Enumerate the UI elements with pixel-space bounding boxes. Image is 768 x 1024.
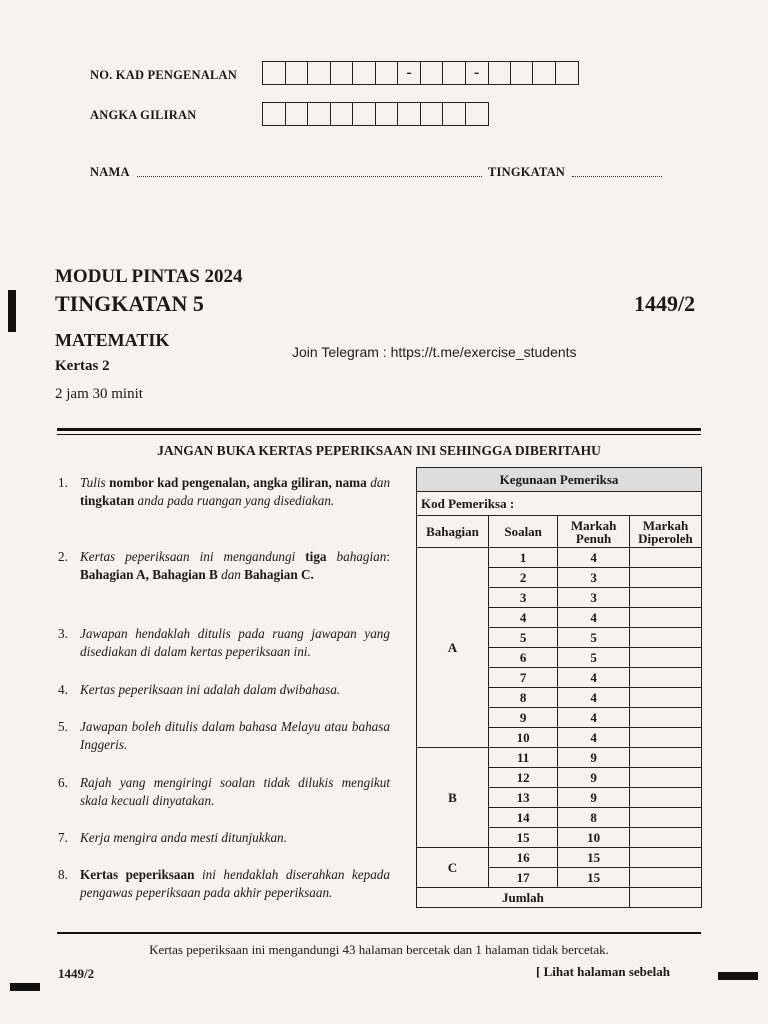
full-mark-cell: 4: [558, 668, 630, 688]
full-mark-cell: 4: [558, 728, 630, 748]
instruction-item: [58, 866, 390, 902]
question-number-cell: 13: [488, 788, 557, 808]
question-number-cell: 12: [488, 768, 557, 788]
ic-digit-box[interactable]: [510, 61, 534, 85]
instruction-text: Jawapan hendaklah ditulis pada ruang jawapan yang disediakan di dalam kertas peperiksaan ini.: [80, 626, 390, 659]
full-mark-cell: 5: [558, 628, 630, 648]
instruction-item: [58, 774, 390, 810]
turn-digit-box[interactable]: [285, 102, 309, 126]
instruction-number: 2.: [58, 549, 68, 564]
question-number-cell: 7: [488, 668, 557, 688]
obtained-mark-cell[interactable]: [629, 548, 701, 568]
column-header: Markah Diperoleh: [629, 516, 701, 548]
table-row: [417, 848, 702, 868]
examiner-table: [416, 467, 702, 908]
instruction-item: [58, 718, 390, 754]
turn-digit-box[interactable]: [262, 102, 286, 126]
duration: 2 jam 30 minit: [55, 386, 143, 402]
form-title: TINGKATAN 5: [55, 291, 204, 316]
obtained-mark-cell[interactable]: [629, 708, 701, 728]
name-label: NAMA: [90, 165, 130, 179]
full-mark-cell: 9: [558, 748, 630, 768]
ic-digit-box[interactable]: [352, 61, 376, 85]
instruction-item: [58, 829, 390, 847]
subject-title: MATEMATIK: [55, 330, 170, 350]
obtained-mark-cell[interactable]: [629, 688, 701, 708]
examiner-title: Kegunaan Pemeriksa: [417, 468, 702, 492]
obtained-mark-cell[interactable]: [629, 848, 701, 868]
thin-divider: [57, 434, 701, 435]
form-label: TINGKATAN: [488, 165, 566, 179]
ic-digit-box[interactable]: [532, 61, 556, 85]
module-title: MODUL PINTAS 2024: [55, 266, 243, 287]
registration-mark-right: [718, 972, 758, 980]
obtained-mark-cell[interactable]: [629, 728, 701, 748]
question-number-cell: 4: [488, 608, 557, 628]
instruction-text: Kertas peperiksaan ini hendaklah diserahkan kepada pengawas peperiksaan pada akhir peperiksaan.: [80, 867, 390, 900]
name-field-line[interactable]: [137, 176, 482, 177]
turn-digit-box[interactable]: [330, 102, 354, 126]
instruction-number: 4.: [58, 682, 68, 697]
full-mark-cell: 5: [558, 648, 630, 668]
table-row: [417, 548, 702, 568]
section-cell: C: [417, 848, 489, 888]
turn-digit-box[interactable]: [375, 102, 399, 126]
ic-label: NO. KAD PENGENALAN: [90, 68, 238, 82]
obtained-mark-cell[interactable]: [629, 648, 701, 668]
obtained-mark-cell[interactable]: [629, 568, 701, 588]
ic-digit-box[interactable]: [375, 61, 399, 85]
instruction-number: 5.: [58, 719, 68, 734]
turn-digit-box[interactable]: [442, 102, 466, 126]
full-mark-cell: 9: [558, 788, 630, 808]
full-mark-cell: 4: [558, 688, 630, 708]
full-mark-cell: 3: [558, 568, 630, 588]
obtained-mark-cell[interactable]: [629, 868, 701, 888]
next-page-note: [ Lihat halaman sebelah: [536, 964, 670, 979]
ic-digit-box[interactable]: [307, 61, 331, 85]
full-mark-cell: 8: [558, 808, 630, 828]
footer-divider: [57, 932, 701, 934]
ic-digit-box[interactable]: [442, 61, 466, 85]
question-number-cell: 9: [488, 708, 557, 728]
instruction-item: [58, 548, 390, 584]
instruction-number: 7.: [58, 830, 68, 845]
instruction-item: [58, 625, 390, 661]
registration-mark-left: [10, 983, 40, 991]
obtained-mark-cell[interactable]: [629, 608, 701, 628]
full-mark-cell: 3: [558, 588, 630, 608]
question-number-cell: 3: [488, 588, 557, 608]
question-number-cell: 2: [488, 568, 557, 588]
total-mark-cell[interactable]: [629, 888, 701, 908]
thick-divider: [57, 428, 701, 431]
question-number-cell: 8: [488, 688, 557, 708]
obtained-mark-cell[interactable]: [629, 828, 701, 848]
instruction-text: Kerja mengira anda mesti ditunjukkan.: [80, 830, 287, 845]
full-mark-cell: 15: [558, 848, 630, 868]
turn-digit-box[interactable]: [465, 102, 489, 126]
column-header: Markah Penuh: [558, 516, 630, 548]
instruction-text: Rajah yang mengiringi soalan tidak dilukis mengikut skala kecuali dinyatakan.: [80, 775, 390, 808]
instruction-text: Tulis nombor kad pengenalan, angka giliran, nama dan tingkatan anda pada ruangan yang disediakan.: [80, 475, 391, 508]
instruction-number: 6.: [58, 775, 68, 790]
question-number-cell: 14: [488, 808, 557, 828]
total-label-cell: Jumlah: [417, 888, 630, 908]
turn-digit-box[interactable]: [420, 102, 444, 126]
instruction-text: Kertas peperiksaan ini adalah dalam dwibahasa.: [80, 682, 341, 697]
obtained-mark-cell[interactable]: [629, 808, 701, 828]
full-mark-cell: 4: [558, 608, 630, 628]
instruction-item: [58, 681, 390, 699]
ic-digit-box[interactable]: [487, 61, 511, 85]
obtained-mark-cell[interactable]: [629, 748, 701, 768]
question-number-cell: 11: [488, 748, 557, 768]
question-number-cell: 10: [488, 728, 557, 748]
ic-digit-box[interactable]: [330, 61, 354, 85]
page-count-note: Kertas peperiksaan ini mengandungi 43 halaman bercetak dan 1 halaman tidak bercetak.: [149, 942, 609, 957]
ic-digit-box[interactable]: [262, 61, 286, 85]
footer-code: 1449/2: [58, 966, 95, 981]
ic-digit-box[interactable]: [555, 61, 579, 85]
ic-number-boxes[interactable]: [262, 61, 577, 85]
instruction-text: Jawapan boleh ditulis dalam bahasa Melayu atau bahasa Inggeris.: [80, 719, 390, 752]
ic-digit-box[interactable]: [420, 61, 444, 85]
question-number-cell: 1: [488, 548, 557, 568]
turn-digit-box[interactable]: [352, 102, 376, 126]
turn-digit-box[interactable]: [307, 102, 331, 126]
obtained-mark-cell[interactable]: [629, 668, 701, 688]
instruction-item: [58, 474, 390, 510]
form-field-line[interactable]: [572, 176, 662, 177]
turn-number-boxes[interactable]: [262, 102, 487, 126]
obtained-mark-cell[interactable]: [629, 588, 701, 608]
question-number-cell: 16: [488, 848, 557, 868]
full-mark-cell: 4: [558, 708, 630, 728]
full-mark-cell: 4: [558, 548, 630, 568]
ic-digit-box[interactable]: [285, 61, 309, 85]
paper-code: 1449/2: [634, 291, 696, 316]
obtained-mark-cell[interactable]: [629, 628, 701, 648]
paper-number: Kertas 2: [55, 358, 110, 374]
ic-separator-box: -: [397, 61, 421, 85]
question-number-cell: 17: [488, 868, 557, 888]
question-number-cell: 15: [488, 828, 557, 848]
turn-number-label: ANGKA GILIRAN: [90, 108, 197, 122]
instruction-number: 1.: [58, 475, 68, 490]
full-mark-cell: 9: [558, 768, 630, 788]
ic-separator-box: -: [465, 61, 489, 85]
obtained-mark-cell[interactable]: [629, 788, 701, 808]
column-header: Bahagian: [417, 516, 489, 548]
section-cell: A: [417, 548, 489, 748]
question-number-cell: 5: [488, 628, 557, 648]
table-row: [417, 748, 702, 768]
full-mark-cell: 10: [558, 828, 630, 848]
instruction-number: 8.: [58, 867, 68, 882]
question-number-cell: 6: [488, 648, 557, 668]
binding-mark: [8, 290, 16, 332]
instruction-text: Kertas peperiksaan ini mengandungi tiga bahagian: Bahagian A, Bahagian B dan Bahagian C.: [80, 549, 391, 582]
obtained-mark-cell[interactable]: [629, 768, 701, 788]
full-mark-cell: 15: [558, 868, 630, 888]
examiner-code-label: Kod Pemeriksa :: [417, 492, 702, 516]
column-header: Soalan: [488, 516, 557, 548]
turn-digit-box[interactable]: [397, 102, 421, 126]
watermark-text: Join Telegram : https://t.me/exercise_students: [292, 344, 577, 360]
warning-banner: JANGAN BUKA KERTAS PEPERIKSAAN INI SEHINGGA DIBERITAHU: [157, 443, 601, 458]
section-cell: B: [417, 748, 489, 848]
instruction-number: 3.: [58, 626, 68, 641]
